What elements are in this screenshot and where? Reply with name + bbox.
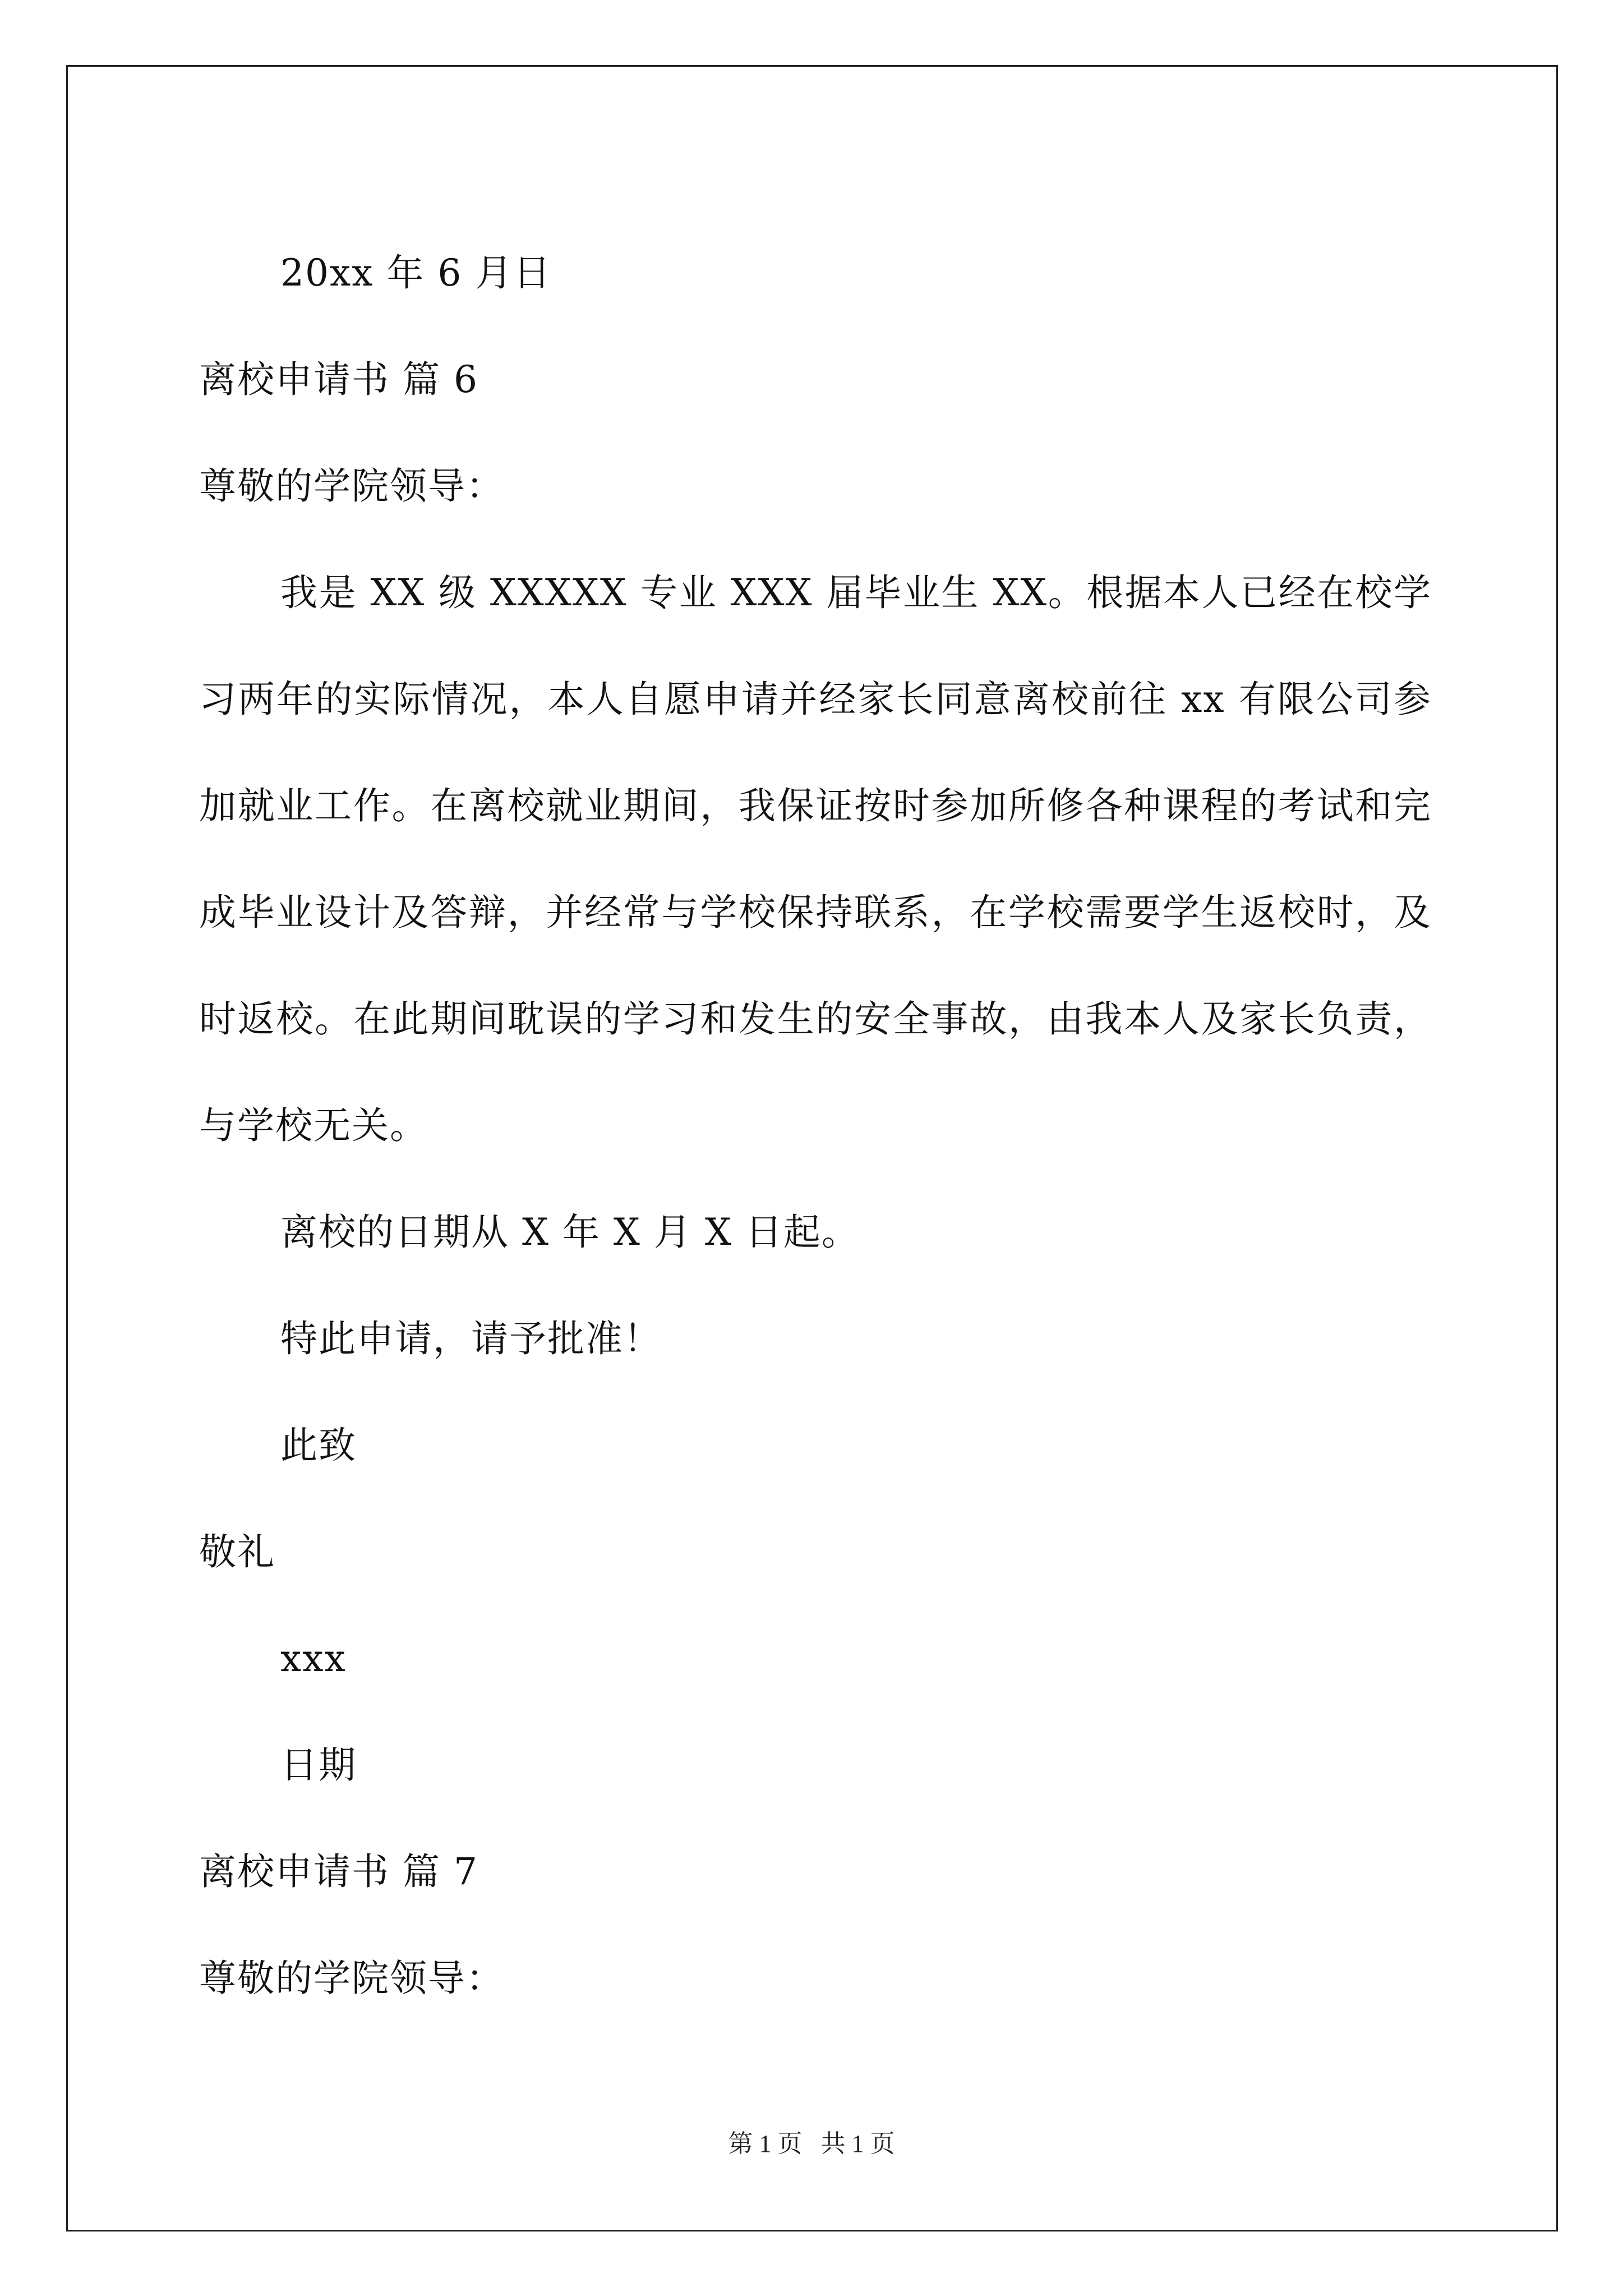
signature: xxx bbox=[280, 1637, 347, 1680]
section-heading-6: 离校申请书 篇 6 bbox=[199, 358, 478, 401]
date-label: 日期 bbox=[280, 1743, 357, 1787]
salutation-6: 尊敬的学院领导： bbox=[199, 464, 504, 508]
section-heading-7: 离校申请书 篇 7 bbox=[199, 1850, 478, 1893]
salutation-7: 尊敬的学院领导： bbox=[199, 1957, 504, 2000]
leave-date-line: 离校的日期从 X 年 X 月 X 日起。 bbox=[280, 1211, 860, 1254]
document-body bbox=[199, 220, 1433, 2032]
closing-line-2: 敬礼 bbox=[199, 1530, 275, 1573]
closing-line-1: 此致 bbox=[280, 1424, 357, 1467]
page-footer: 第 1 页 共 1 页 bbox=[728, 2130, 895, 2157]
request-line: 特此申请，请予批准！ bbox=[280, 1317, 662, 1360]
body-paragraph-6: 我是 XX 级 XXXXX 专业 XXX 届毕业生 XX。根据本人已经在校学习两年的实际情况，本人自愿申请并经家长同意离校前往 xx 有限公司参加就业工作。在离校就业期间，我保证按时参加所修各种课程的考试和完成毕业设计及答辩，并经常与学校保持联系，在学校需要学生返校时，及时返校。在此期间耽误的学习和发生的安全事故，由我本人及家长负责，与学校无关。 bbox=[199, 571, 1432, 1147]
date-line: 20xx 年 6 月日 bbox=[280, 251, 552, 295]
